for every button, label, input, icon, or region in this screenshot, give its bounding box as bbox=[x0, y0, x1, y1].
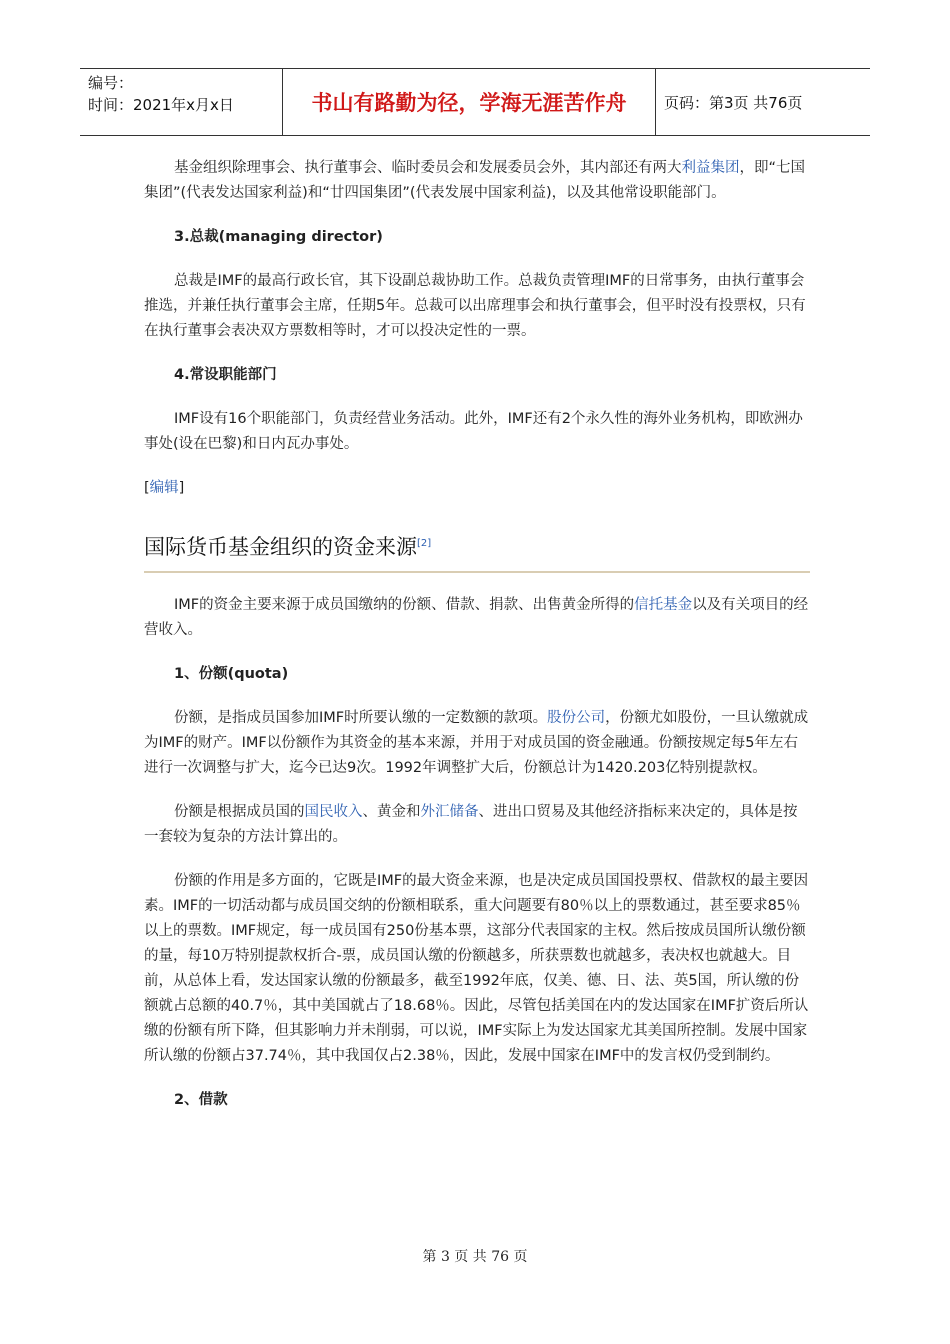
paragraph-quota-definition: 份额，是指成员国参加IMF时所要认缴的一定数额的款项。股份公司，份额尤如股份，一旦认缴就成为IMF的财产。IMF以份额作为其资金的基本来源，并用于对成员国的资金融通。份额按规定每5年左右进行一次调整与扩大，迄今已达9次。1992年调整扩大后，份额总计为1420.203亿特别提款权。 bbox=[144, 710, 809, 776]
page-footer: 第 3 页 共 76 页 bbox=[422, 1249, 528, 1265]
document-body bbox=[144, 156, 810, 1113]
link-joint-stock-company[interactable]: 股份公司 bbox=[547, 710, 606, 726]
paragraph-departments: IMF设有16个职能部门，负责经营业务活动。此外，IMF还有2个永久性的海外业务机构，即欧洲办事处(设在巴黎)和日内瓦办事处。 bbox=[144, 411, 803, 452]
link-foreign-reserves[interactable]: 外汇储备 bbox=[420, 804, 479, 820]
edit-link[interactable]: 编辑 bbox=[149, 480, 179, 496]
paragraph-funding-sources: IMF的资金主要来源于成员国缴纳的份额、借款、捐款、出售黄金所得的信托基金以及有关项目的经营收入。 bbox=[144, 597, 809, 638]
subheading-quota: 1、份额(quota) bbox=[174, 666, 289, 682]
header-meta bbox=[80, 69, 282, 135]
paragraph-quota-role: 份额的作用是多方面的，它既是IMF的最大资金来源，也是决定成员国国投票权、借款权的最主要因素。IMF的一切活动都与成员国交纳的份额相联系，重大问题要有80％以上的票数通过，甚至要求85％以上的票数。IMF规定，每一成员国有250份基本票，这部分代表国家的主权。然后按成员国所认缴份额的量，每10万特别提款权折合-票，成员国认缴的份额越多，所获票数也就越多，表决权也就越大。目前，从总体上看，发达国家认缴的份额最多，截至1992年底，仅美、德、日、法、英5国，所认缴的份额就占总额的40.7％，其中美国就占了18.68％。因此，尽管包括美国在内的发达国家在IMF扩资后所认缴的份额有所下降，但其影响力并未削弱，可以说，IMF实际上为发达国家尤其美国所控制。发展中国家所认缴的份额占37.74％，其中我国仅占2.38％，因此，发展中国家在IMF中的发言权仍受到制约。 bbox=[144, 873, 809, 1064]
page-header bbox=[80, 68, 870, 136]
link-interest-groups[interactable]: 利益集团 bbox=[681, 160, 740, 176]
subheading-managing-director: 3.总裁(managing director) bbox=[174, 229, 383, 245]
paragraph-quota-basis: 份额是根据成员国的国民收入、黄金和外汇储备、进出口贸易及其他经济指标来决定的，具体是按一套较为复杂的方法计算出的。 bbox=[144, 804, 798, 845]
doc-number: 编号： bbox=[88, 74, 134, 92]
link-trust-fund[interactable]: 信托基金 bbox=[634, 597, 693, 613]
doc-date: 时间：2021年x月x日 bbox=[88, 96, 234, 114]
subheading-borrowing: 2、借款 bbox=[174, 1092, 228, 1108]
edit-section: [编辑] bbox=[144, 480, 185, 496]
subheading-departments: 4.常设职能部门 bbox=[174, 367, 277, 383]
header-motto: 书山有路勤为径，学海无涯苦作舟 bbox=[282, 69, 656, 135]
header-page-info: 页码：第3页 共76页 bbox=[664, 93, 803, 112]
paragraph-institutions: 基金组织除理事会、执行董事会、临时委员会和发展委员会外，其内部还有两大利益集团，即“七国集团”(代表发达国家利益)和“廿四国集团”(代表发展中国家利益)，以及其他常设职能部门。 bbox=[144, 160, 806, 201]
paragraph-managing-director: 总裁是IMF的最高行政长官，其下设副总裁协助工作。总裁负责管理IMF的日常事务，由执行董事会推选，并兼任执行董事会主席，任期5年。总裁可以出席理事会和执行董事会，但平时没有投票权，只有在执行董事会表决双方票数相等时，才可以投决定性的一票。 bbox=[144, 273, 806, 339]
reference-link[interactable]: [2] bbox=[417, 538, 432, 549]
section-title: 国际货币基金组织的资金来源[2] bbox=[144, 531, 810, 573]
link-national-income[interactable]: 国民收入 bbox=[304, 804, 363, 820]
